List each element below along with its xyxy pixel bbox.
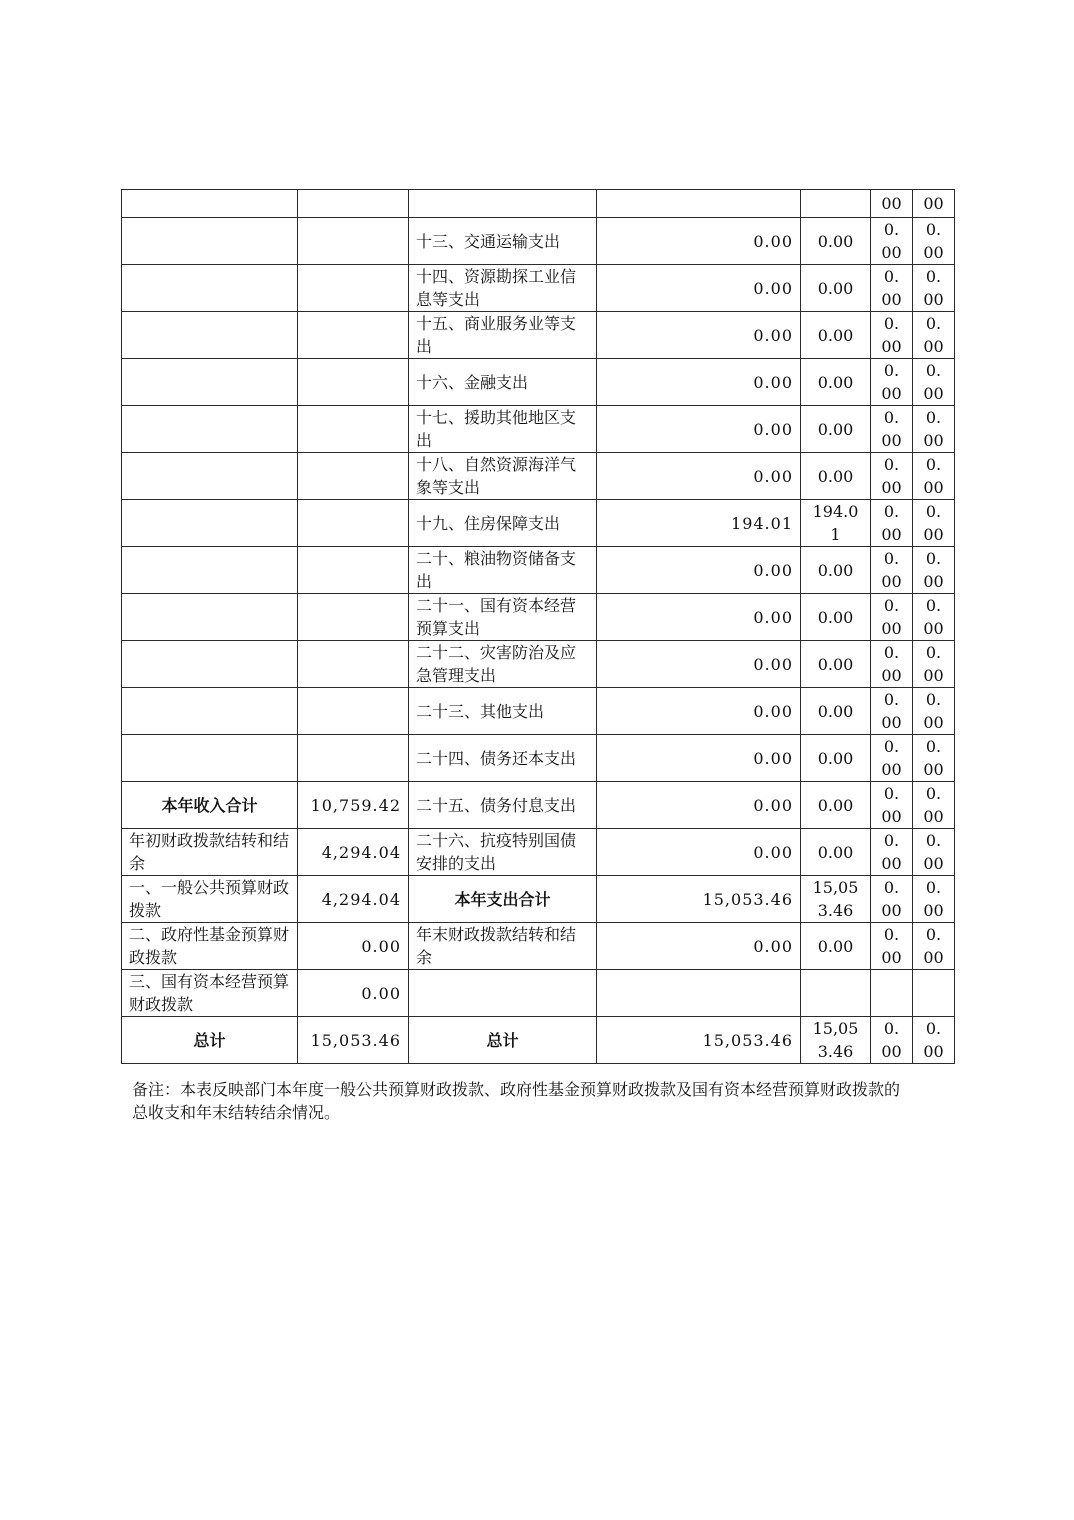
cell-income-amount [298, 359, 409, 406]
cell-expense-item: 二十六、抗疫特别国债安排的支出 [409, 829, 597, 876]
cell-income-item [122, 312, 298, 359]
cell-gov-fund: 0. 00 [871, 547, 913, 594]
cell-income-item [122, 594, 298, 641]
table-body [122, 190, 955, 1064]
cell-expense-total: 0.00 [597, 923, 801, 970]
cell-expense-total: 0.00 [597, 265, 801, 312]
cell-state-capital: 0. 00 [913, 641, 955, 688]
cell-expense-total: 0.00 [597, 218, 801, 265]
table-row [122, 829, 955, 876]
cell-income-item [122, 453, 298, 500]
cell-income-amount [298, 735, 409, 782]
cell-state-capital: 00 [913, 190, 955, 218]
cell-general-budget: 0.00 [801, 547, 871, 594]
cell-general-budget: 0.00 [801, 453, 871, 500]
cell-income-item: 三、国有资本经营预算财政拨款 [122, 970, 298, 1017]
cell-state-capital: 0. 00 [913, 500, 955, 547]
cell-gov-fund: 0. 00 [871, 923, 913, 970]
cell-income-amount: 4,294.04 [298, 876, 409, 923]
cell-general-budget: 15,05 3.46 [801, 1017, 871, 1064]
cell-income-amount [298, 218, 409, 265]
cell-income-item [122, 500, 298, 547]
table-row [122, 1017, 955, 1064]
cell-income-item [122, 735, 298, 782]
cell-expense-total: 0.00 [597, 594, 801, 641]
cell-expense-total [597, 970, 801, 1017]
cell-expense-total: 0.00 [597, 359, 801, 406]
cell-income-amount [298, 312, 409, 359]
cell-income-amount [298, 265, 409, 312]
cell-state-capital: 0. 00 [913, 453, 955, 500]
cell-income-item: 一、一般公共预算财政拨款 [122, 876, 298, 923]
cell-expense-item: 十七、援助其他地区支出 [409, 406, 597, 453]
cell-general-budget: 0.00 [801, 923, 871, 970]
cell-expense-item: 十六、金融支出 [409, 359, 597, 406]
cell-gov-fund: 0. 00 [871, 218, 913, 265]
cell-income-amount: 0.00 [298, 970, 409, 1017]
cell-state-capital: 0. 00 [913, 735, 955, 782]
cell-gov-fund: 0. 00 [871, 406, 913, 453]
cell-general-budget: 0.00 [801, 782, 871, 829]
cell-general-budget [801, 970, 871, 1017]
cell-gov-fund: 00 [871, 190, 913, 218]
cell-expense-total: 15,053.46 [597, 1017, 801, 1064]
cell-income-amount [298, 453, 409, 500]
cell-expense-item: 十八、自然资源海洋气象等支出 [409, 453, 597, 500]
cell-general-budget: 194.0 1 [801, 500, 871, 547]
cell-income-amount [298, 641, 409, 688]
cell-income-amount [298, 688, 409, 735]
cell-expense-item [409, 970, 597, 1017]
cell-state-capital: 0. 00 [913, 1017, 955, 1064]
cell-gov-fund: 0. 00 [871, 359, 913, 406]
cell-gov-fund: 0. 00 [871, 829, 913, 876]
cell-expense-total: 15,053.46 [597, 876, 801, 923]
cell-state-capital: 0. 00 [913, 923, 955, 970]
cell-income-amount [298, 190, 409, 218]
table-row [122, 218, 955, 265]
cell-income-item [122, 265, 298, 312]
cell-income-amount: 4,294.04 [298, 829, 409, 876]
table-row [122, 876, 955, 923]
cell-state-capital: 0. 00 [913, 406, 955, 453]
cell-state-capital: 0. 00 [913, 594, 955, 641]
table-row [122, 735, 955, 782]
cell-expense-item: 二十二、灾害防治及应急管理支出 [409, 641, 597, 688]
cell-state-capital: 0. 00 [913, 688, 955, 735]
cell-state-capital: 0. 00 [913, 876, 955, 923]
cell-expense-total: 0.00 [597, 735, 801, 782]
cell-general-budget: 0.00 [801, 218, 871, 265]
cell-expense-total: 0.00 [597, 547, 801, 594]
cell-gov-fund: 0. 00 [871, 1017, 913, 1064]
cell-income-amount: 0.00 [298, 923, 409, 970]
cell-state-capital: 0. 00 [913, 265, 955, 312]
cell-expense-total: 0.00 [597, 453, 801, 500]
cell-general-budget: 0.00 [801, 312, 871, 359]
cell-expense-item: 十三、交通运输支出 [409, 218, 597, 265]
cell-general-budget: 0.00 [801, 829, 871, 876]
table-row [122, 406, 955, 453]
cell-expense-item: 二十三、其他支出 [409, 688, 597, 735]
cell-gov-fund: 0. 00 [871, 735, 913, 782]
cell-expense-total: 0.00 [597, 829, 801, 876]
budget-table [121, 189, 955, 1064]
table-row [122, 359, 955, 406]
table-row [122, 594, 955, 641]
cell-expense-total: 194.01 [597, 500, 801, 547]
cell-state-capital: 0. 00 [913, 782, 955, 829]
cell-gov-fund: 0. 00 [871, 782, 913, 829]
cell-gov-fund: 0. 00 [871, 312, 913, 359]
cell-state-capital [913, 970, 955, 1017]
cell-income-item [122, 190, 298, 218]
cell-expense-total: 0.00 [597, 688, 801, 735]
cell-state-capital: 0. 00 [913, 829, 955, 876]
cell-income-item: 总计 [122, 1017, 298, 1064]
cell-income-amount: 10,759.42 [298, 782, 409, 829]
cell-expense-total [597, 190, 801, 218]
table-row [122, 970, 955, 1017]
cell-expense-item: 十九、住房保障支出 [409, 500, 597, 547]
cell-expense-item: 二十、粮油物资储备支出 [409, 547, 597, 594]
cell-expense-item: 二十四、债务还本支出 [409, 735, 597, 782]
cell-income-amount [298, 500, 409, 547]
cell-gov-fund: 0. 00 [871, 876, 913, 923]
cell-state-capital: 0. 00 [913, 359, 955, 406]
cell-state-capital: 0. 00 [913, 218, 955, 265]
table-row [122, 312, 955, 359]
cell-expense-item: 二十一、国有资本经营预算支出 [409, 594, 597, 641]
table-row [122, 782, 955, 829]
cell-general-budget [801, 190, 871, 218]
table-row [122, 500, 955, 547]
cell-gov-fund: 0. 00 [871, 500, 913, 547]
cell-general-budget: 0.00 [801, 406, 871, 453]
cell-expense-item: 总计 [409, 1017, 597, 1064]
cell-income-item [122, 547, 298, 594]
table-row [122, 641, 955, 688]
cell-income-item [122, 406, 298, 453]
cell-income-item [122, 359, 298, 406]
cell-expense-item [409, 190, 597, 218]
cell-general-budget: 0.00 [801, 735, 871, 782]
footnote: 备注：本表反映部门本年度一般公共预算财政拨款、政府性基金预算财政拨款及国有资本经营预算财政拨款的总收支和年末结转结余情况。 [132, 1080, 901, 1122]
cell-gov-fund: 0. 00 [871, 265, 913, 312]
table-row [122, 923, 955, 970]
cell-expense-item: 十四、资源勘探工业信息等支出 [409, 265, 597, 312]
table-row [122, 265, 955, 312]
cell-expense-item: 本年支出合计 [409, 876, 597, 923]
cell-income-item: 二、政府性基金预算财政拨款 [122, 923, 298, 970]
cell-income-item [122, 218, 298, 265]
cell-expense-item: 二十五、债务付息支出 [409, 782, 597, 829]
cell-income-amount: 15,053.46 [298, 1017, 409, 1064]
cell-expense-total: 0.00 [597, 312, 801, 359]
table-row [122, 688, 955, 735]
cell-gov-fund: 0. 00 [871, 641, 913, 688]
cell-income-amount [298, 406, 409, 453]
cell-gov-fund: 0. 00 [871, 688, 913, 735]
cell-general-budget: 0.00 [801, 594, 871, 641]
cell-gov-fund: 0. 00 [871, 453, 913, 500]
table-row-continued [122, 190, 955, 218]
cell-general-budget: 15,05 3.46 [801, 876, 871, 923]
cell-income-item [122, 688, 298, 735]
cell-gov-fund [871, 970, 913, 1017]
cell-income-amount [298, 594, 409, 641]
cell-general-budget: 0.00 [801, 641, 871, 688]
cell-expense-item: 十五、商业服务业等支出 [409, 312, 597, 359]
cell-state-capital: 0. 00 [913, 312, 955, 359]
cell-expense-total: 0.00 [597, 641, 801, 688]
cell-expense-total: 0.00 [597, 782, 801, 829]
cell-expense-total: 0.00 [597, 406, 801, 453]
cell-expense-item: 年末财政拨款结转和结余 [409, 923, 597, 970]
cell-general-budget: 0.00 [801, 688, 871, 735]
table-row [122, 453, 955, 500]
cell-income-item: 年初财政拨款结转和结余 [122, 829, 298, 876]
cell-general-budget: 0.00 [801, 265, 871, 312]
cell-general-budget: 0.00 [801, 359, 871, 406]
cell-state-capital: 0. 00 [913, 547, 955, 594]
cell-gov-fund: 0. 00 [871, 594, 913, 641]
cell-income-item: 本年收入合计 [122, 782, 298, 829]
cell-income-item [122, 641, 298, 688]
table-row [122, 547, 955, 594]
cell-income-amount [298, 547, 409, 594]
